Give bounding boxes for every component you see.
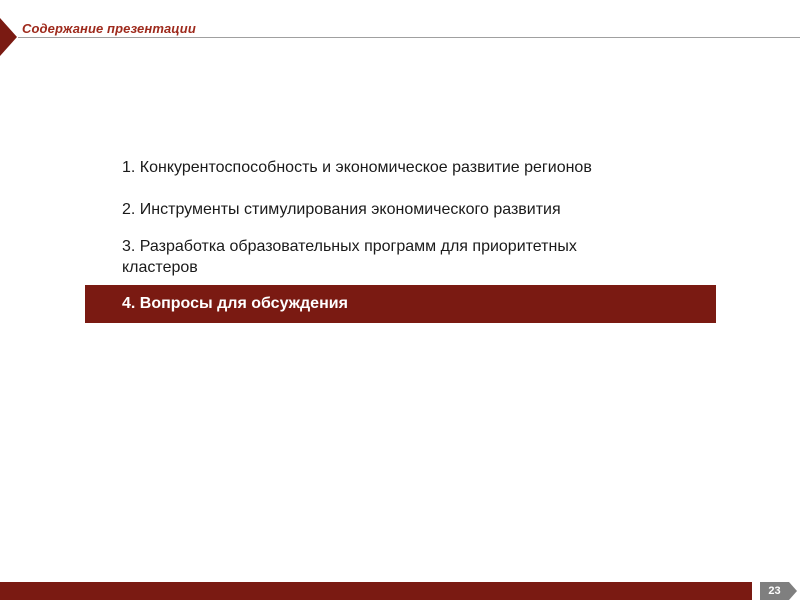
footer-bar: [0, 582, 752, 600]
agenda-item-1[interactable]: 1. Конкурентоспособность и экономическое развитие регионов: [122, 159, 592, 176]
agenda-item-2[interactable]: 2. Инструменты стимулирования экономического развития: [122, 201, 561, 218]
agenda-list: [85, 155, 716, 323]
page-number-arrow-icon: [789, 582, 797, 600]
corner-mark: [0, 18, 17, 56]
agenda-item-4-active[interactable]: 4. Вопросы для обсуждения: [85, 285, 716, 323]
agenda-item-3[interactable]: 3. Разработка образовательных программ для приоритетных кластеров: [122, 238, 577, 276]
header-rule: [18, 37, 800, 38]
page-number: 23: [760, 582, 789, 600]
slide-title: Содержание презентации: [22, 21, 196, 36]
